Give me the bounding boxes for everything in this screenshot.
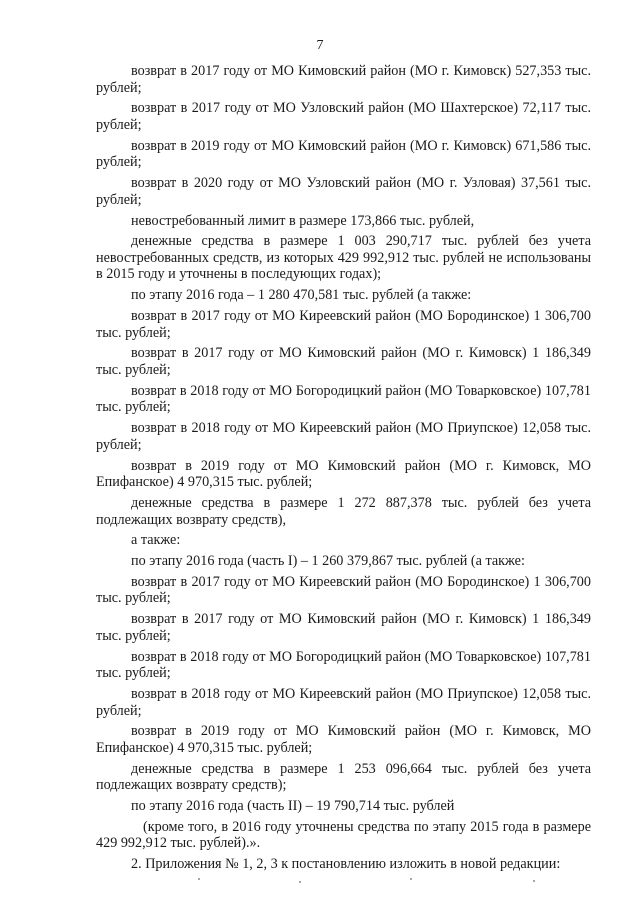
paragraph: по этапу 2016 года (часть I) – 1 260 379,867 тыс. рублей (а также: [131,553,525,570]
paragraph: по этапу 2016 года – 1 280 470,581 тыс. рублей (а также: [131,287,472,304]
paragraph: возврат в 2019 году от МО Кимовский район (МО г. Кимовск, МО Епифанское) 4 970,315 тыс. рублей; [96,723,591,756]
paragraph: 2. Приложения № 1, 2, 3 к постановлению изложить в новой редакции: [131,856,561,873]
paragraph: невостребованный лимит в размере 173,866 тыс. рублей, [131,212,475,229]
paragraph: возврат в 2017 году от МО Кимовский район (МО г. Кимовск) 1 186,349 тыс. рублей; [96,345,591,378]
paragraph: возврат в 2017 году от МО Кимовский район (МО г. Кимовск) 1 186,349 тыс. рублей; [96,611,591,644]
paragraph: возврат в 2018 году от МО Богородицкий район (МО Товарковское) 107,781 тыс. рублей; [96,382,591,416]
paragraph: возврат в 2017 году от МО Кимовский район (МО г. Кимовск) 527,353 тыс. рублей; [96,63,591,96]
paragraph: возврат в 2020 году от МО Узловский район (МО г. Узловая) 37,561 тыс. рублей; [96,175,591,208]
scan-dot [410,878,412,880]
paragraph: по этапу 2016 года (часть II) – 19 790,714 тыс. рублей [131,798,455,815]
paragraph: возврат в 2018 году от МО Богородицкий район (МО Товарковское) 107,781 тыс. рублей; [96,648,591,682]
paragraph: возврат в 2018 году от МО Киреевский район (МО Приупское) 12,058 тыс. рублей; [96,685,591,719]
paragraph: денежные средства в размере 1 272 887,378 тыс. рублей без учета подлежащих возврату средств), [96,494,591,528]
document-body [96,63,591,877]
page-number: 7 [316,38,324,53]
scan-dot [299,881,301,883]
paragraph: а также: [131,532,181,549]
paragraph: возврат в 2017 году от МО Узловский район (МО Шахтерское) 72,117 тыс. рублей; [96,100,591,133]
paragraph: денежные средства в размере 1 003 290,717 тыс. рублей без учета невостребованных средств, из которых 429 992,912 тыс. рублей не использованы в 2015 году и уточнены в последующих годах); [96,233,591,283]
paragraph: возврат в 2019 году от МО Кимовский район (МО г. Кимовск, МО Епифанское) 4 970,315 тыс. рублей; [96,457,591,491]
paragraph: возврат в 2018 году от МО Киреевский район (МО Приупское) 12,058 тыс. рублей; [96,420,591,453]
scan-artifacts [0,878,640,888]
paragraph: возврат в 2019 году от МО Кимовский район (МО г. Кимовск) 671,586 тыс. рублей; [96,137,591,171]
scan-dot [198,878,200,880]
paragraph: денежные средства в размере 1 253 096,664 тыс. рублей без учета подлежащих возврату средств); [96,760,591,794]
scan-dot [533,880,535,882]
paragraph: (кроме того, в 2016 году уточнены средства по этапу 2015 года в размере 429 992,912 тыс. рублей).». [96,818,591,852]
paragraph: возврат в 2017 году от МО Киреевский район (МО Бородинское) 1 306,700 тыс. рублей; [96,308,591,341]
paragraph: возврат в 2017 году от МО Киреевский район (МО Бородинское) 1 306,700 тыс. рублей; [96,573,591,607]
